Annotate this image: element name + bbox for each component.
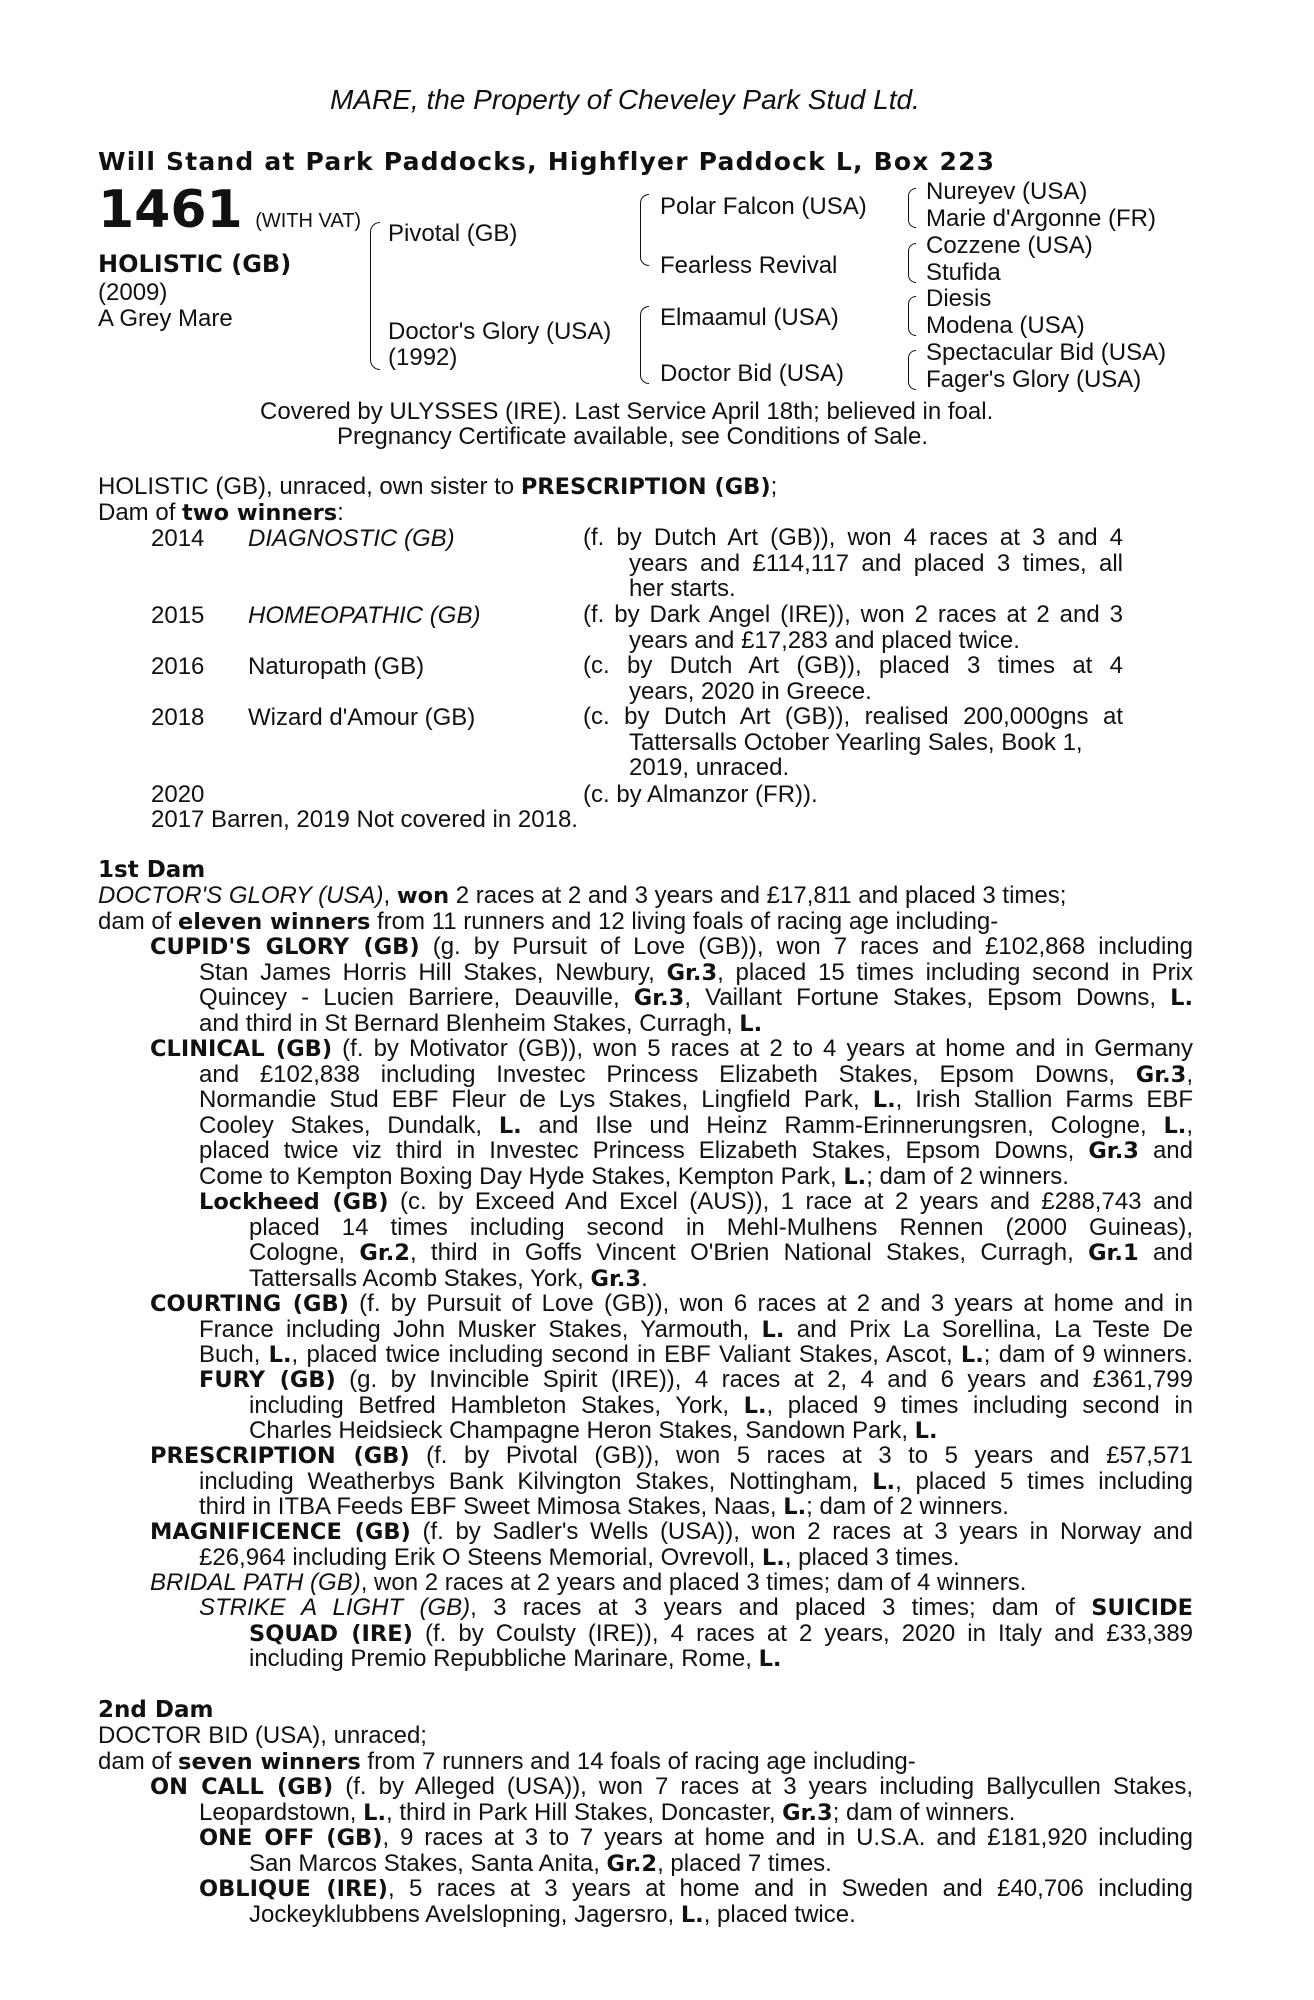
produce-detail-line: (c. by Dutch Art (GB)), realised 200,000gns at — [583, 703, 1123, 730]
venue-line: Will Stand at Park Paddocks, Highflyer Paddock L, Box 223 — [98, 147, 996, 176]
produce-detail: (c. by Almanzor (FR)). — [583, 781, 818, 808]
grade: L. — [761, 1544, 785, 1571]
produce-note: 2017 Barren, 2019 Not covered in 2018. — [151, 806, 578, 833]
pedigree-bracket-3a — [908, 188, 916, 228]
produce-year: 2015 — [151, 602, 205, 629]
second-dam-intro — [98, 1723, 1208, 1774]
text: ; dam of 2 winners. — [806, 1493, 1009, 1520]
text: , placed twice including second in EBF Valiant Stakes, Ascot, — [291, 1341, 961, 1368]
produce-detail — [583, 602, 1123, 653]
entry-prescription — [150, 1443, 1193, 1520]
pedigree-sdd: Stufida — [926, 259, 1001, 286]
pedigree-bracket-3c — [908, 296, 916, 336]
text: including Betfred Hambleton Stakes, York, — [249, 1391, 744, 1419]
pregnancy-line: Pregnancy Certificate available, see Conditions of Sale. — [337, 423, 928, 450]
winners-bold: eleven winners — [178, 908, 371, 935]
text: Cooley Stakes, Dundalk, — [199, 1111, 499, 1139]
entry-lockheed — [199, 1189, 1193, 1291]
pedigree-sire-dam: Fearless Revival — [660, 252, 838, 279]
text: dam of — [98, 907, 179, 935]
text: Normandie Stud EBF Fleur de Lys Stakes, Lingfield Park, — [199, 1086, 873, 1113]
text: Charles Heidsieck Champagne Heron Stakes, Sandown Park, — [249, 1417, 915, 1444]
produce-summary — [98, 474, 1198, 525]
pedigree-dam-sire: Elmaamul (USA) — [660, 304, 839, 331]
text: £26,964 including Erik O Steens Memorial, Ovrevoll, — [199, 1543, 762, 1571]
lot-number: 1461 — [98, 180, 243, 240]
produce-detail-line: years, 2020 in Greece. — [629, 677, 872, 705]
produce-detail-line: 2019, unraced. — [629, 754, 790, 781]
text: ; dam of winners. — [832, 1798, 1016, 1826]
grade: Gr.2 — [359, 1240, 410, 1266]
pedigree-sds: Cozzene (USA) — [926, 232, 1093, 259]
text: Tattersalls Acomb Stakes, York, — [249, 1264, 591, 1292]
grade: Gr.3 — [633, 985, 685, 1011]
produce-detail-line: (f. by Dutch Art (GB)), won 4 races at 3 and 4 — [583, 524, 1123, 551]
summary-intro: HOLISTIC (GB), unraced, own sister to — [98, 473, 521, 500]
entry-name: SUICIDE — [1091, 1595, 1193, 1621]
entry-one-off — [199, 1825, 1193, 1876]
entry-name: BRIDAL PATH (GB) — [150, 1569, 361, 1596]
text: France including John Musker Stakes, Yarmouth, — [199, 1315, 762, 1343]
entry-name: Lockheed (GB) — [199, 1189, 389, 1215]
produce-detail-line: (f. by Dark Angel (IRE)), won 2 races at 2 and 3 — [583, 601, 1123, 628]
text: including Weatherbys Bank Kilvington Stakes, Nottingham, — [199, 1467, 873, 1495]
pedigree-ssd: Marie d'Argonne (FR) — [926, 205, 1156, 232]
entry-name: MAGNIFICENCE (GB) — [150, 1519, 411, 1545]
second-dam-name: DOCTOR BID (USA), unraced; — [98, 1722, 427, 1749]
grade: L. — [960, 1342, 984, 1368]
entry-cupids-glory — [150, 934, 1193, 1036]
text: , — [1186, 1060, 1193, 1088]
entry-name: ON CALL (GB) — [150, 1774, 334, 1800]
produce-detail-line: Tattersalls October Yearling Sales, Book 1, — [629, 728, 1083, 756]
text: (c. by Exceed And Excel (AUS)), 1 race at 2 years and £288,743 and — [388, 1188, 1193, 1215]
winners-bold: seven winners — [178, 1748, 361, 1775]
grade: Gr.3 — [590, 1265, 642, 1292]
entry-clinical — [150, 1036, 1193, 1189]
produce-detail-line: years and £114,117 and placed 3 times, all — [629, 549, 1123, 577]
grade: L. — [739, 1010, 763, 1037]
pedigree-dam-year: (1992) — [388, 344, 458, 371]
text: (f. by Motivator (GB)), won 5 races at 2 to 4 years at home and in Germany — [332, 1035, 1193, 1062]
first-dam-name: DOCTOR'S GLORY (USA) — [98, 882, 384, 909]
text: third in ITBA Feeds EBF Sweet Mimosa Stakes, Naas, — [199, 1493, 784, 1520]
text: Jockeyklubbens Avelslopning, Jagersro, — [249, 1900, 681, 1928]
grade: L. — [743, 1392, 767, 1419]
produce-detail — [583, 653, 1123, 704]
text: Leopardstown, — [199, 1798, 364, 1826]
produce-detail-line: (c. by Dutch Art (GB)), placed 3 times at 4 — [583, 652, 1123, 679]
text: , Irish Stallion Farms EBF — [895, 1086, 1194, 1113]
text: , 3 races at 3 years and placed 3 times; dam of — [470, 1594, 1092, 1621]
text: including Premio Repubbliche Marinare, Rome, — [249, 1645, 759, 1672]
entry-strike-a-light — [199, 1595, 1193, 1672]
entry-name: OBLIQUE (IRE) — [199, 1876, 388, 1902]
entry-oblique — [199, 1876, 1193, 1927]
text: San Marcos Stakes, Santa Anita, — [249, 1849, 607, 1877]
grade: L. — [268, 1342, 292, 1368]
text: placed twice viz third in Investec Princess Elizabeth Stakes, Epsom Downs, — [199, 1137, 1089, 1164]
text: , — [383, 882, 397, 909]
text: Quincey - Lucien Barriere, Deauville, — [199, 984, 634, 1011]
summary-sister: PRESCRIPTION (GB) — [520, 474, 771, 500]
grade: Gr.3 — [666, 959, 718, 986]
text: from 7 runners and 14 foals of racing age including- — [360, 1747, 916, 1775]
summary-winners: two winners — [182, 499, 338, 526]
produce-detail — [583, 704, 1123, 781]
text: Stan James Horris Hill Stakes, Newbury, — [199, 958, 667, 986]
text: (g. by Invincible Spirit (IRE)), 4 races at 2, 4 and 6 years and £361,799 — [335, 1366, 1194, 1393]
text: and — [1138, 1137, 1193, 1164]
text: 2 races at 2 and 3 years and £17,811 and placed 3 times; — [449, 882, 1067, 909]
text: and Ilse und Heinz Ramm-Erinnerungsren, Cologne, — [521, 1111, 1164, 1139]
entry-name: CLINICAL (GB) — [150, 1036, 333, 1062]
grade: L. — [914, 1418, 938, 1444]
horse-name: HOLISTIC (GB) — [98, 250, 292, 278]
entry-bridal-path — [150, 1570, 1193, 1596]
text: , placed twice. — [703, 1900, 856, 1928]
pedigree-ddd: Fager's Glory (USA) — [926, 366, 1142, 393]
text: , placed 7 times. — [657, 1849, 832, 1877]
text: and Prix La Sorellina, La Teste De — [784, 1315, 1194, 1343]
grade: L. — [363, 1799, 386, 1826]
text: , placed 9 times including second in — [766, 1391, 1193, 1419]
pedigree-bracket-3d — [908, 350, 916, 390]
pedigree-dsd: Modena (USA) — [926, 312, 1085, 339]
entry-name: STRIKE A LIGHT (GB) — [199, 1594, 471, 1621]
text: , Vaillant Fortune Stakes, Epsom Downs, — [684, 984, 1171, 1011]
second-dam-heading: 2nd Dam — [98, 1697, 214, 1723]
entry-on-call — [150, 1774, 1193, 1825]
text: , 5 races at 3 years at home and in Sweden and £40,706 including — [387, 1875, 1193, 1902]
produce-name: Naturopath (GB) — [248, 653, 425, 680]
text: , placed 15 times including second in Prix — [717, 958, 1193, 986]
entry-name: ONE OFF (GB) — [199, 1825, 383, 1851]
produce-name: HOMEOPATHIC (GB) — [248, 602, 481, 629]
entry-fury — [199, 1367, 1193, 1444]
pedigree-sss: Nureyev (USA) — [926, 178, 1088, 205]
pedigree-dss: Diesis — [926, 285, 992, 312]
pedigree-dam: Doctor's Glory (USA) — [388, 318, 612, 345]
pedigree-bracket-1 — [370, 222, 380, 370]
grade: L. — [680, 1901, 704, 1928]
produce-detail-line: her starts. — [629, 575, 736, 602]
pedigree-bracket-3b — [908, 243, 916, 283]
horse-year: (2009) — [98, 279, 168, 306]
text: (f. by Alleged (USA)), won 7 races at 3 years including Ballycullen Stakes, — [333, 1773, 1193, 1800]
pedigree-sire-sire: Polar Falcon (USA) — [660, 193, 867, 220]
text: , placed 3 times. — [784, 1543, 960, 1571]
text: , placed 5 times including — [895, 1467, 1194, 1495]
covered-line: Covered by ULYSSES (IRE). Last Service April 18th; believed in foal. — [260, 398, 994, 425]
grade: L. — [1170, 985, 1193, 1011]
entry-courting — [150, 1291, 1193, 1368]
entry-name: CUPID'S GLORY (GB) — [150, 934, 420, 960]
pedigree-bracket-2b — [640, 306, 649, 384]
produce-detail-line: years and £17,283 and placed twice. — [629, 626, 1020, 654]
grade: L. — [498, 1112, 522, 1139]
text: Come to Kempton Boxing Day Hyde Stakes, Kempton Park, — [199, 1162, 844, 1190]
text: , 9 races at 3 to 7 years at home and in U.S.A. and £181,920 including — [382, 1824, 1194, 1851]
grade: Gr.1 — [1088, 1240, 1139, 1266]
vat-note: (WITH VAT) — [255, 210, 362, 232]
sale-header-title: MARE, the Property of Cheveley Park Stud Ltd. — [330, 84, 920, 115]
entry-name: COURTING (GB) — [150, 1291, 349, 1317]
text: (f. by Pursuit of Love (GB)), won 6 races at 2 and 3 years at home and in — [348, 1290, 1193, 1317]
text: (f. by Coulsty (IRE)), 4 races at 2 years, 2020 in Italy and £33,389 — [412, 1619, 1194, 1647]
entry-name: PRESCRIPTION (GB) — [150, 1443, 410, 1469]
text: ; dam of 2 winners. — [866, 1162, 1069, 1190]
entry-name: FURY (GB) — [199, 1367, 336, 1393]
text: . — [641, 1264, 648, 1292]
summary-colon: : — [337, 498, 344, 526]
horse-description: A Grey Mare — [98, 305, 233, 332]
produce-name: Wizard d'Amour (GB) — [248, 704, 476, 731]
text: from 11 runners and 12 living foals of racing age including- — [370, 907, 999, 935]
produce-year: 2018 — [151, 704, 205, 731]
pedigree-sire: Pivotal (GB) — [388, 220, 518, 247]
text: , won 2 races at 2 years and placed 3 times; dam of 4 winners. — [360, 1569, 1027, 1596]
first-dam-heading: 1st Dam — [98, 857, 206, 883]
produce-year: 2014 — [151, 525, 205, 552]
text: , third in Goffs Vincent O'Brien National Stakes, Curragh, — [409, 1239, 1089, 1266]
text: Cologne, — [249, 1239, 360, 1266]
text: placed 14 times including second in Mehl-Mulhens Rennen (2000 Guineas), — [249, 1213, 1193, 1241]
grade: Gr.2 — [606, 1850, 658, 1877]
pedigree-dam-dam: Doctor Bid (USA) — [660, 360, 845, 387]
text: (g. by Pursuit of Love (GB)), won 7 races and £102,868 including — [419, 933, 1193, 960]
text: , — [1186, 1111, 1193, 1139]
grade: L. — [761, 1316, 785, 1343]
entry-magnificence — [150, 1519, 1193, 1570]
grade: L. — [872, 1087, 896, 1113]
produce-detail — [583, 525, 1123, 602]
text: and £102,838 including Investec Princess Elizabeth Stakes, Epsom Downs, — [199, 1060, 1136, 1088]
text: (f. by Sadler's Wells (USA)), won 2 races at 3 years in Norway and — [410, 1518, 1193, 1545]
produce-name: DIAGNOSTIC (GB) — [248, 525, 455, 552]
summary-dam-of: Dam of — [98, 498, 183, 526]
text: and third in St Bernard Blenheim Stakes, Curragh, — [199, 1009, 740, 1037]
text: , third in Park Hill Stakes, Doncaster, — [386, 1798, 783, 1826]
pedigree-bracket-2a — [640, 194, 649, 266]
text: ; dam of 9 winners. — [983, 1341, 1193, 1368]
produce-year: 2016 — [151, 653, 205, 680]
first-dam-intro — [98, 883, 1208, 934]
text: (f. by Pivotal (GB)), won 5 races at 3 to 5 years and £57,571 — [409, 1442, 1193, 1469]
grade: L. — [843, 1163, 867, 1190]
grade: L. — [758, 1646, 782, 1672]
text: Buch, — [199, 1341, 269, 1368]
summary-punct: ; — [770, 473, 778, 500]
grade: Gr.3 — [1135, 1061, 1187, 1088]
grade: Gr.3 — [1088, 1138, 1139, 1164]
grade: L. — [872, 1468, 896, 1495]
grade: L. — [783, 1494, 807, 1520]
entry-name: SQUAD (IRE) — [249, 1620, 413, 1647]
text: dam of — [98, 1747, 179, 1775]
produce-year: 2020 — [151, 781, 205, 808]
won-bold: won — [396, 883, 450, 909]
grade: Gr.3 — [782, 1799, 833, 1826]
lot-block — [98, 180, 361, 240]
pedigree-dds: Spectacular Bid (USA) — [926, 339, 1167, 366]
grade: L. — [1163, 1112, 1187, 1139]
text: and — [1138, 1239, 1193, 1266]
